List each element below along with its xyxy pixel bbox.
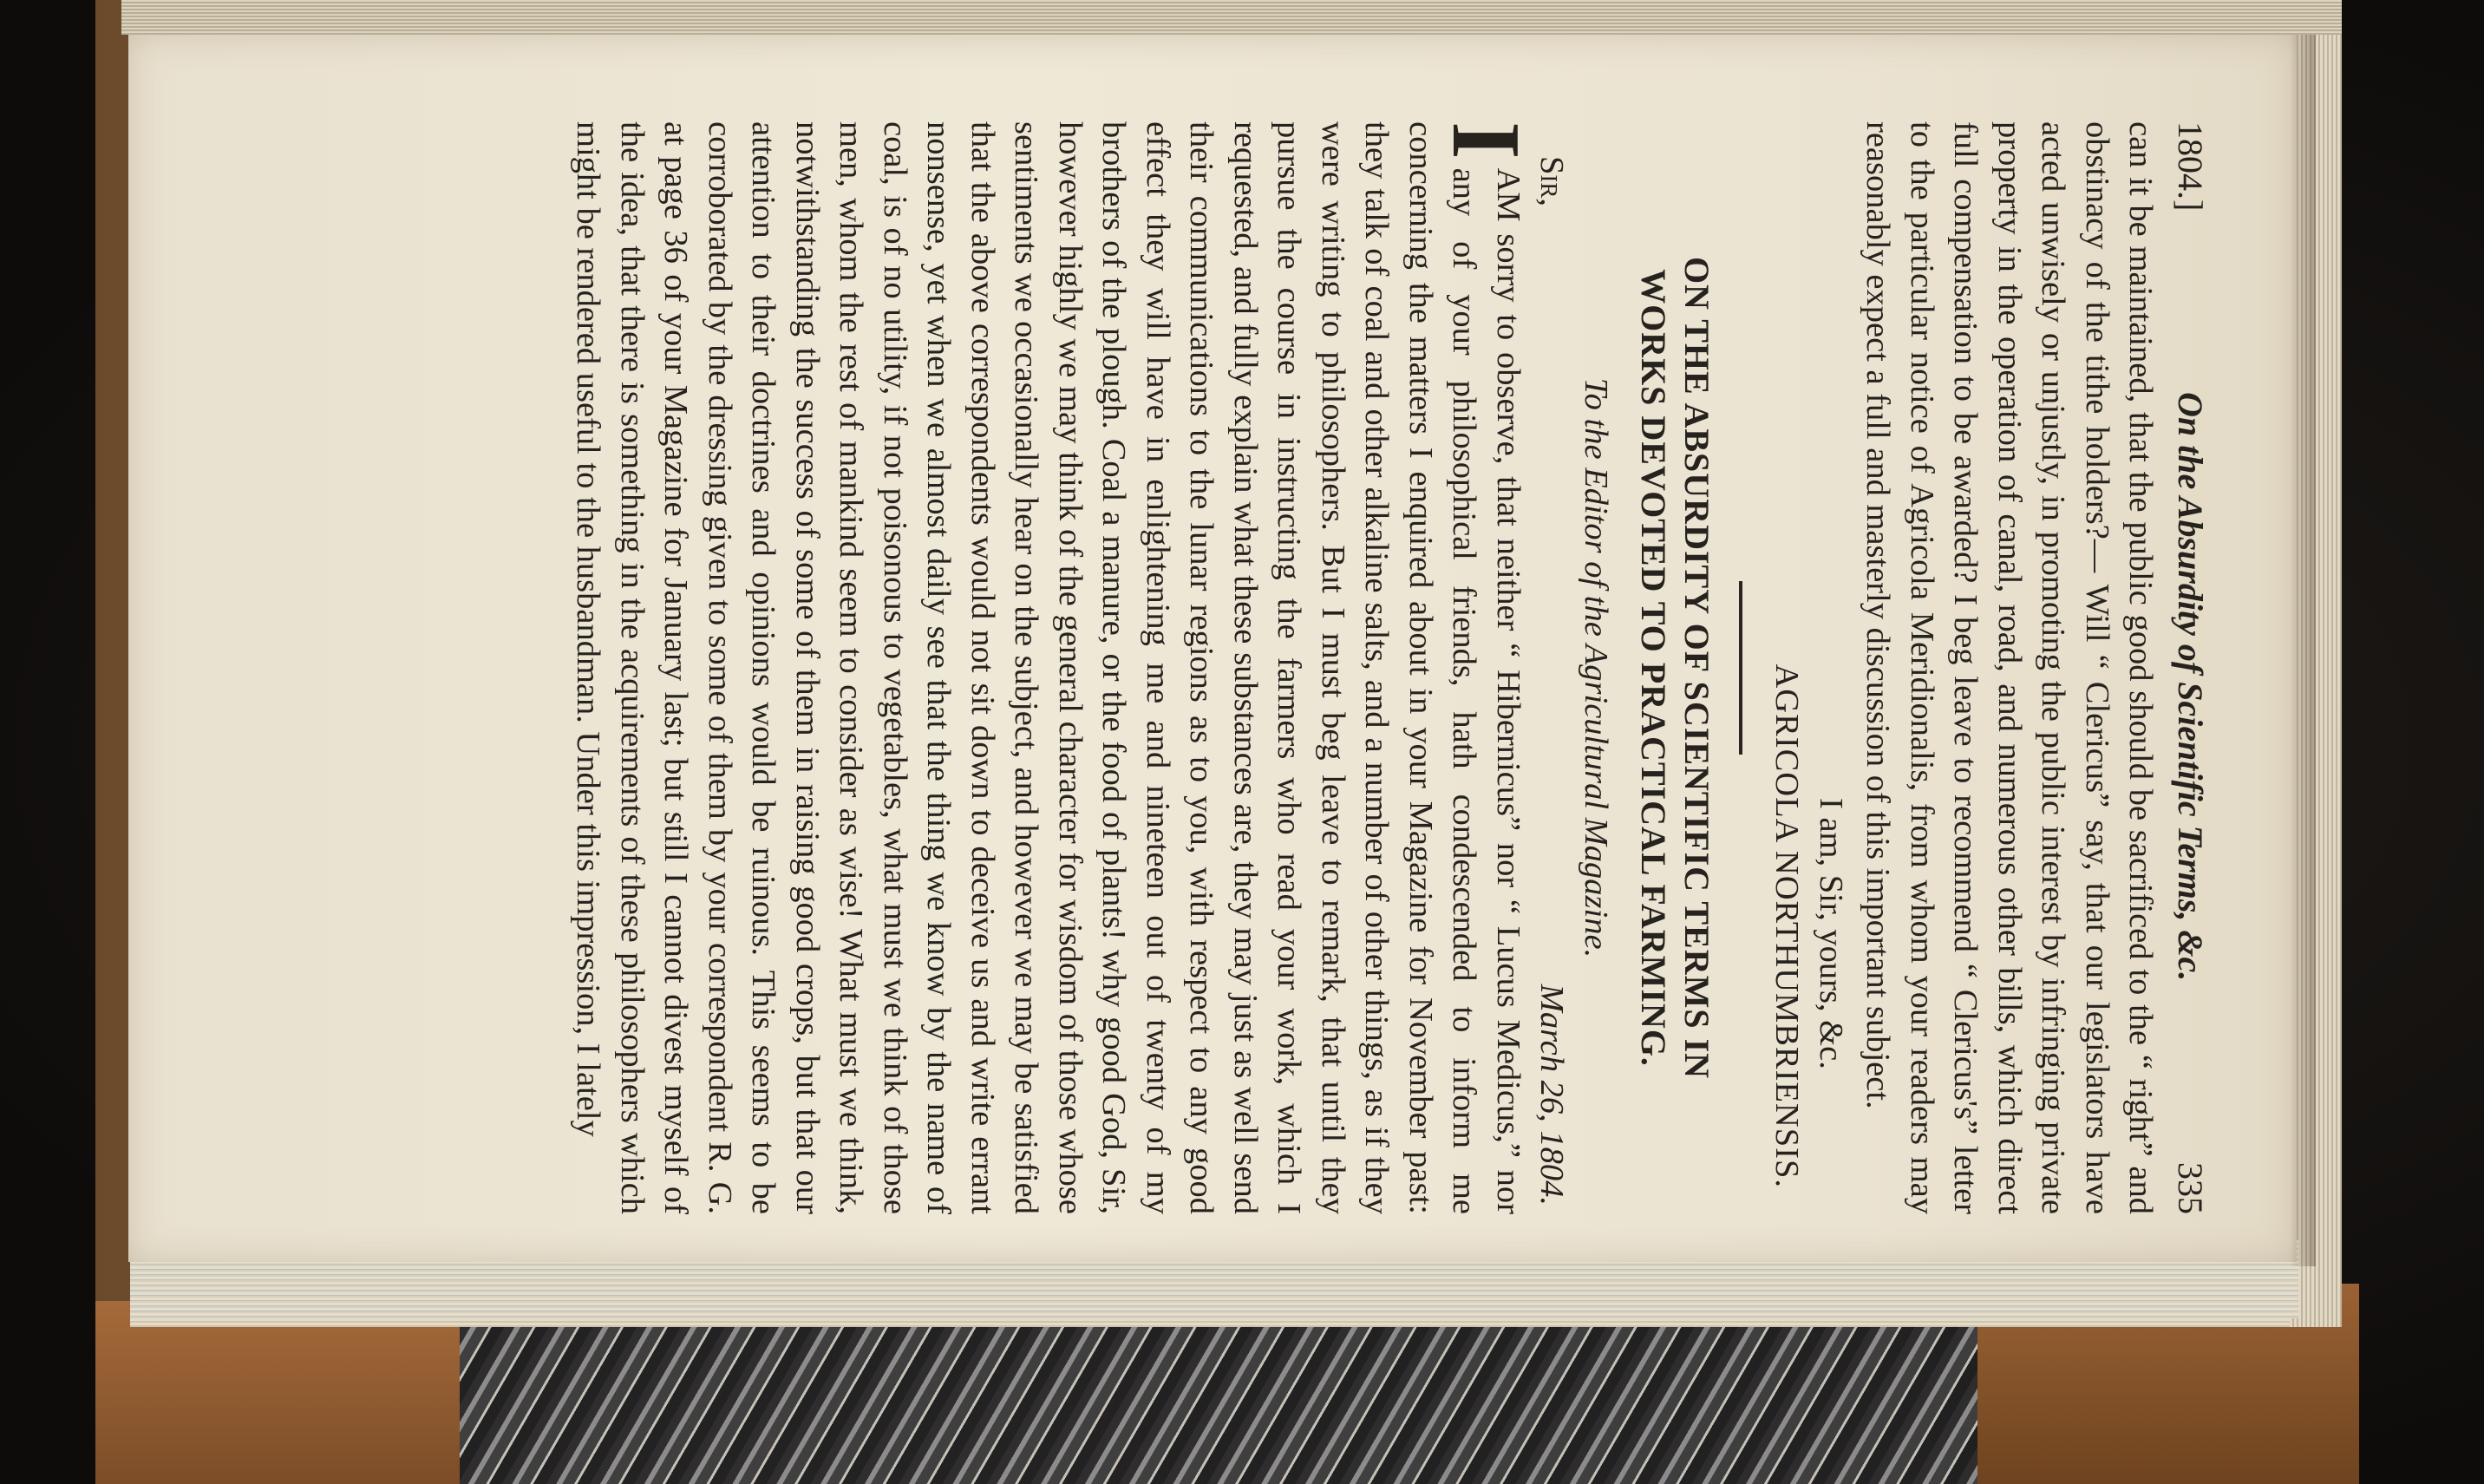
previous-letter-paragraph: can it be maintained, that the public good should be sacrificed to the “ right” and obstinacy of the tithe holders?— Will “ Clericus” say, that our legislators have acted unwisely or unjustly, in promoting the public interest by infringing private property in the operation of canal, road, and numerous other bills, which direct full compensation to be awarded? I beg leave to recommend “ Clericus's” letter to the particular notice of Agricola Meridionalis, from whom your readers may reasonably expect a full and masterly discussion of this important subject. (1860, 121, 2160, 1214)
section-divider (1739, 581, 1742, 755)
article-body (566, 121, 1539, 1214)
article-heading-line-1: ON THE ABSURDITY OF SCIENTIFIC TERMS IN (1677, 256, 1716, 1080)
rotated-text-block (165, 91, 2229, 1236)
article-body-text: AM sorry to observe, that neither “ Hibernicus” nor “ Lucus Medicus,” nor any of your philosophical friends, hath condescended to inform me concerning the matters I enquired about in your Magazine for November past: they talk of coal and other alkaline salts, and a number of other things, as if they were writing to philosophers. But I must beg leave to remark, that until they pursue the course in instructing the farmers who read your work, which I requested, and fully explain what these substances are, they may just as well send their communications to the lunar regions as to you, with respect to any good effect they will have in enlightening me and nineteen out of twenty of my brothers of the plough. Coal a manure, or the food of plants! why good God, Sir, however highly we may think of the general character for wisdom of those whose sentiments we occasionally hear on the subject, and however we may be satisfied that the above correspondents would not sit down to deceive us and write errant nonsense, yet when we almost daily see that the thing we know by the name of coal, is of no utility, if not poisonous to vegetables, what must we think of those men, whom the rest of mankind seem to consider as wise! What must we think, notwithstanding the success of some of them in raising good crops, but that our attention to their doctrines and opinions would be ruinous. This seems to be corroborated by the dressing given to some of them by your correspondent R. G. at page 36 of your Magazine for January last; but still I cannot divest myself of the idea, that there is something in the acquirements of these philosophers which might be rendered useful to the husbandman. Under this impression, I lately (570, 121, 1526, 1214)
leather-corner-left (95, 1301, 460, 1484)
letter-date: March 26, 1804. (1533, 984, 1571, 1206)
running-title: On the Absurdity of Scientific Terms, &c. (2171, 392, 2210, 982)
year-header: 1804.] (2171, 121, 2210, 212)
salutation: Sir, (1533, 156, 1571, 207)
closing-line: I am, Sir, yours, &c. (1813, 798, 1849, 1069)
text-area (165, 91, 2229, 1236)
dedication: To the Editor of the Agricultural Magazine. (1578, 377, 1614, 958)
page-edges-top (121, 0, 2342, 35)
drop-cap: I (1432, 121, 1539, 160)
salutation-row (1530, 121, 1574, 1214)
page-number: 335 (2171, 1161, 2210, 1214)
signature: AGRICOLA NORTHUMBRIENSIS. (1768, 664, 1806, 1188)
article-heading-line-2: WORKS DEVOTED TO PRACTICAL FARMING. (1634, 269, 1673, 1067)
running-head (2168, 121, 2213, 1214)
spine-shadow (2290, 35, 2316, 1266)
